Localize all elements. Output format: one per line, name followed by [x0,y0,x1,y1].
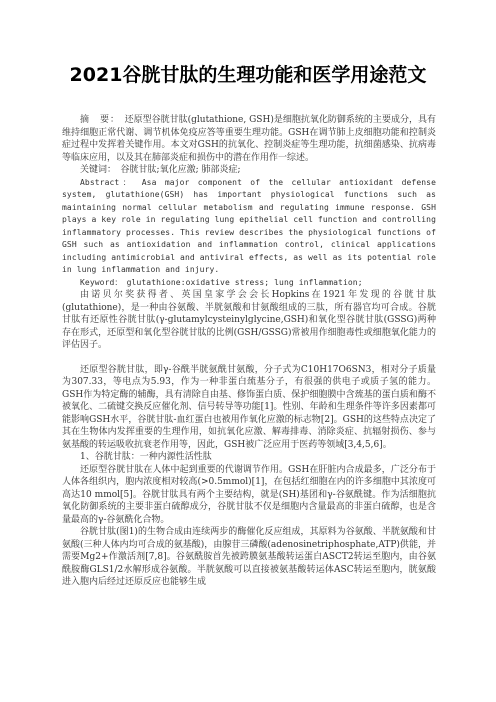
english-abstract-label: Abstract： [80,177,131,187]
english-keywords-label: Keyword： [80,277,119,287]
keywords-label: 关键词： [80,165,112,175]
document-title: 2021谷胱甘肽的生理功能和医学用途范文 [69,64,427,86]
english-keywords-paragraph [62,277,436,290]
keywords-paragraph [62,164,436,177]
intro-paragraph: 由诺贝尔奖获得者、英国皇家学会会长Hopkins在1921年发现的谷胱甘肽(glutathione)，是一种由谷氨酸、半胱氨酸和甘氨酸组成的三肽，所有器官均可合成。谷胱甘肽有还原性谷胱甘肽(γ-glutamylcysteinylglycine,GSH)和氧化型谷胱甘肽(GSSG)两种存在形式，还原型和氧化型谷胱甘肽的比例(GSH/GSSG)常被用作细胞毒性或细胞氧化能力的评估因子。 [62,290,436,350]
document-body [62,114,436,589]
english-abstract-paragraph [62,177,436,277]
abstract-paragraph [62,114,436,164]
body-paragraph: 谷胱甘肽(图1)的生物合成由连续两步的酶催化反应组成，其原料为谷氨酸、半胱氨酸和甘氨酸(三种人体内均可合成的氨基酸)，由腺苷三磷酸(adenosinetriphosphate,ATP)供能，并需要Mg2+作激活剂[7,8]。谷氨酰胺首先被跨膜氨基酸转运蛋白ASCT2转运至胞内，由谷氨酰胺酶GLS1/2水解形成谷氨酸。半胱氨酸可以直接被氨基酸转运体ASC转运至胞内，胱氨酸进入胞内后经过还原反应也能够生成 [62,527,436,587]
abstract-text: 还原型谷胱甘肽(glutathione, GSH)是细胞抗氧化防御系统的主要成分，具有维持细胞正常代谢、调节机体免疫应答等重要生理功能。GSH在调节肺上皮细胞功能和控制炎症过程中发挥着关键作用。本文对GSH的抗氧化、控制炎症等生理功能，抗细菌感染、抗病毒等临床应用，以及其在肺部炎症和损伤中的潜在作用作一综述。 [62,115,436,163]
english-abstract-text: Asa major component of the cellular antioxidant defense system, glutathione(GSH) has important physiological functions such as maintaining normal cellular metabolism and regulating immune response. GSH plays a key role in regulating lung epithelial cell function and controlling inflammatory processes. This review describes the physiological functions of GSH such as antioxidation and inflammation control, clinical applications including antimicrobial and antiviral effects, as well as its potential role in lung inflammation and injury. [62,177,437,274]
keywords-text: 谷胱甘肽;氧化应激; 肺部炎症; [120,165,241,175]
body-paragraph: 还原型谷胱甘肽，即γ-谷酰半胱氨酰甘氨酸，分子式为C10H17O6SN3，相对分子质量为307.33，等电点为5.93，作为一种非蛋白巯基分子，有很强的供电子或质子氢的能力。GSH作为特定酶的辅酶，具有清除自由基、修饰蛋白质、保护细胞膜中含巯基的蛋白质和酶不被氧化、二硫键交换反应催化剂、信号转导等功能[1]。性别、年龄和生理条件等许多因素都可能影响GSH水平，谷胱甘肽-血红蛋白也被用作氧化应激的标志物[2]。GSH的这些特点决定了其在生物体内发挥重要的生理作用，如抗氧化应激、解毒排毒、消除炎症、抗辐射损伤、参与氨基酸的转运吸收抗衰老作用等，因此，GSH被广泛应用于医药等领域[3,4,5,6]。 [62,364,436,450]
body-paragraph: 还原型谷胱甘肽在人体中起到重要的代谢调节作用。GSH在肝脏内合成最多，广泛分布于人体各组织内，胞内浓度相对较高(>0.5mmol)[1]，在包括红细胞在内的许多细胞中其浓度可高达10 mmol[5]。谷胱甘肽具有两个主要结构，就是(SH)基团和γ-谷氨酰键。作为活细胞抗氧化防御系统的主要非蛋白硫醇成分，谷胱甘肽不仅是细胞内含量最高的非蛋白硫醇，也是含量最高的γ-谷氨酰化合物。 [62,464,436,525]
english-keywords-text: glutathione:oxidative stress; lung inflammation; [126,277,363,287]
abstract-label: 摘 要： [80,115,116,125]
section-heading: 1、谷胱甘肽：一种内源性活性肽 [80,452,212,462]
